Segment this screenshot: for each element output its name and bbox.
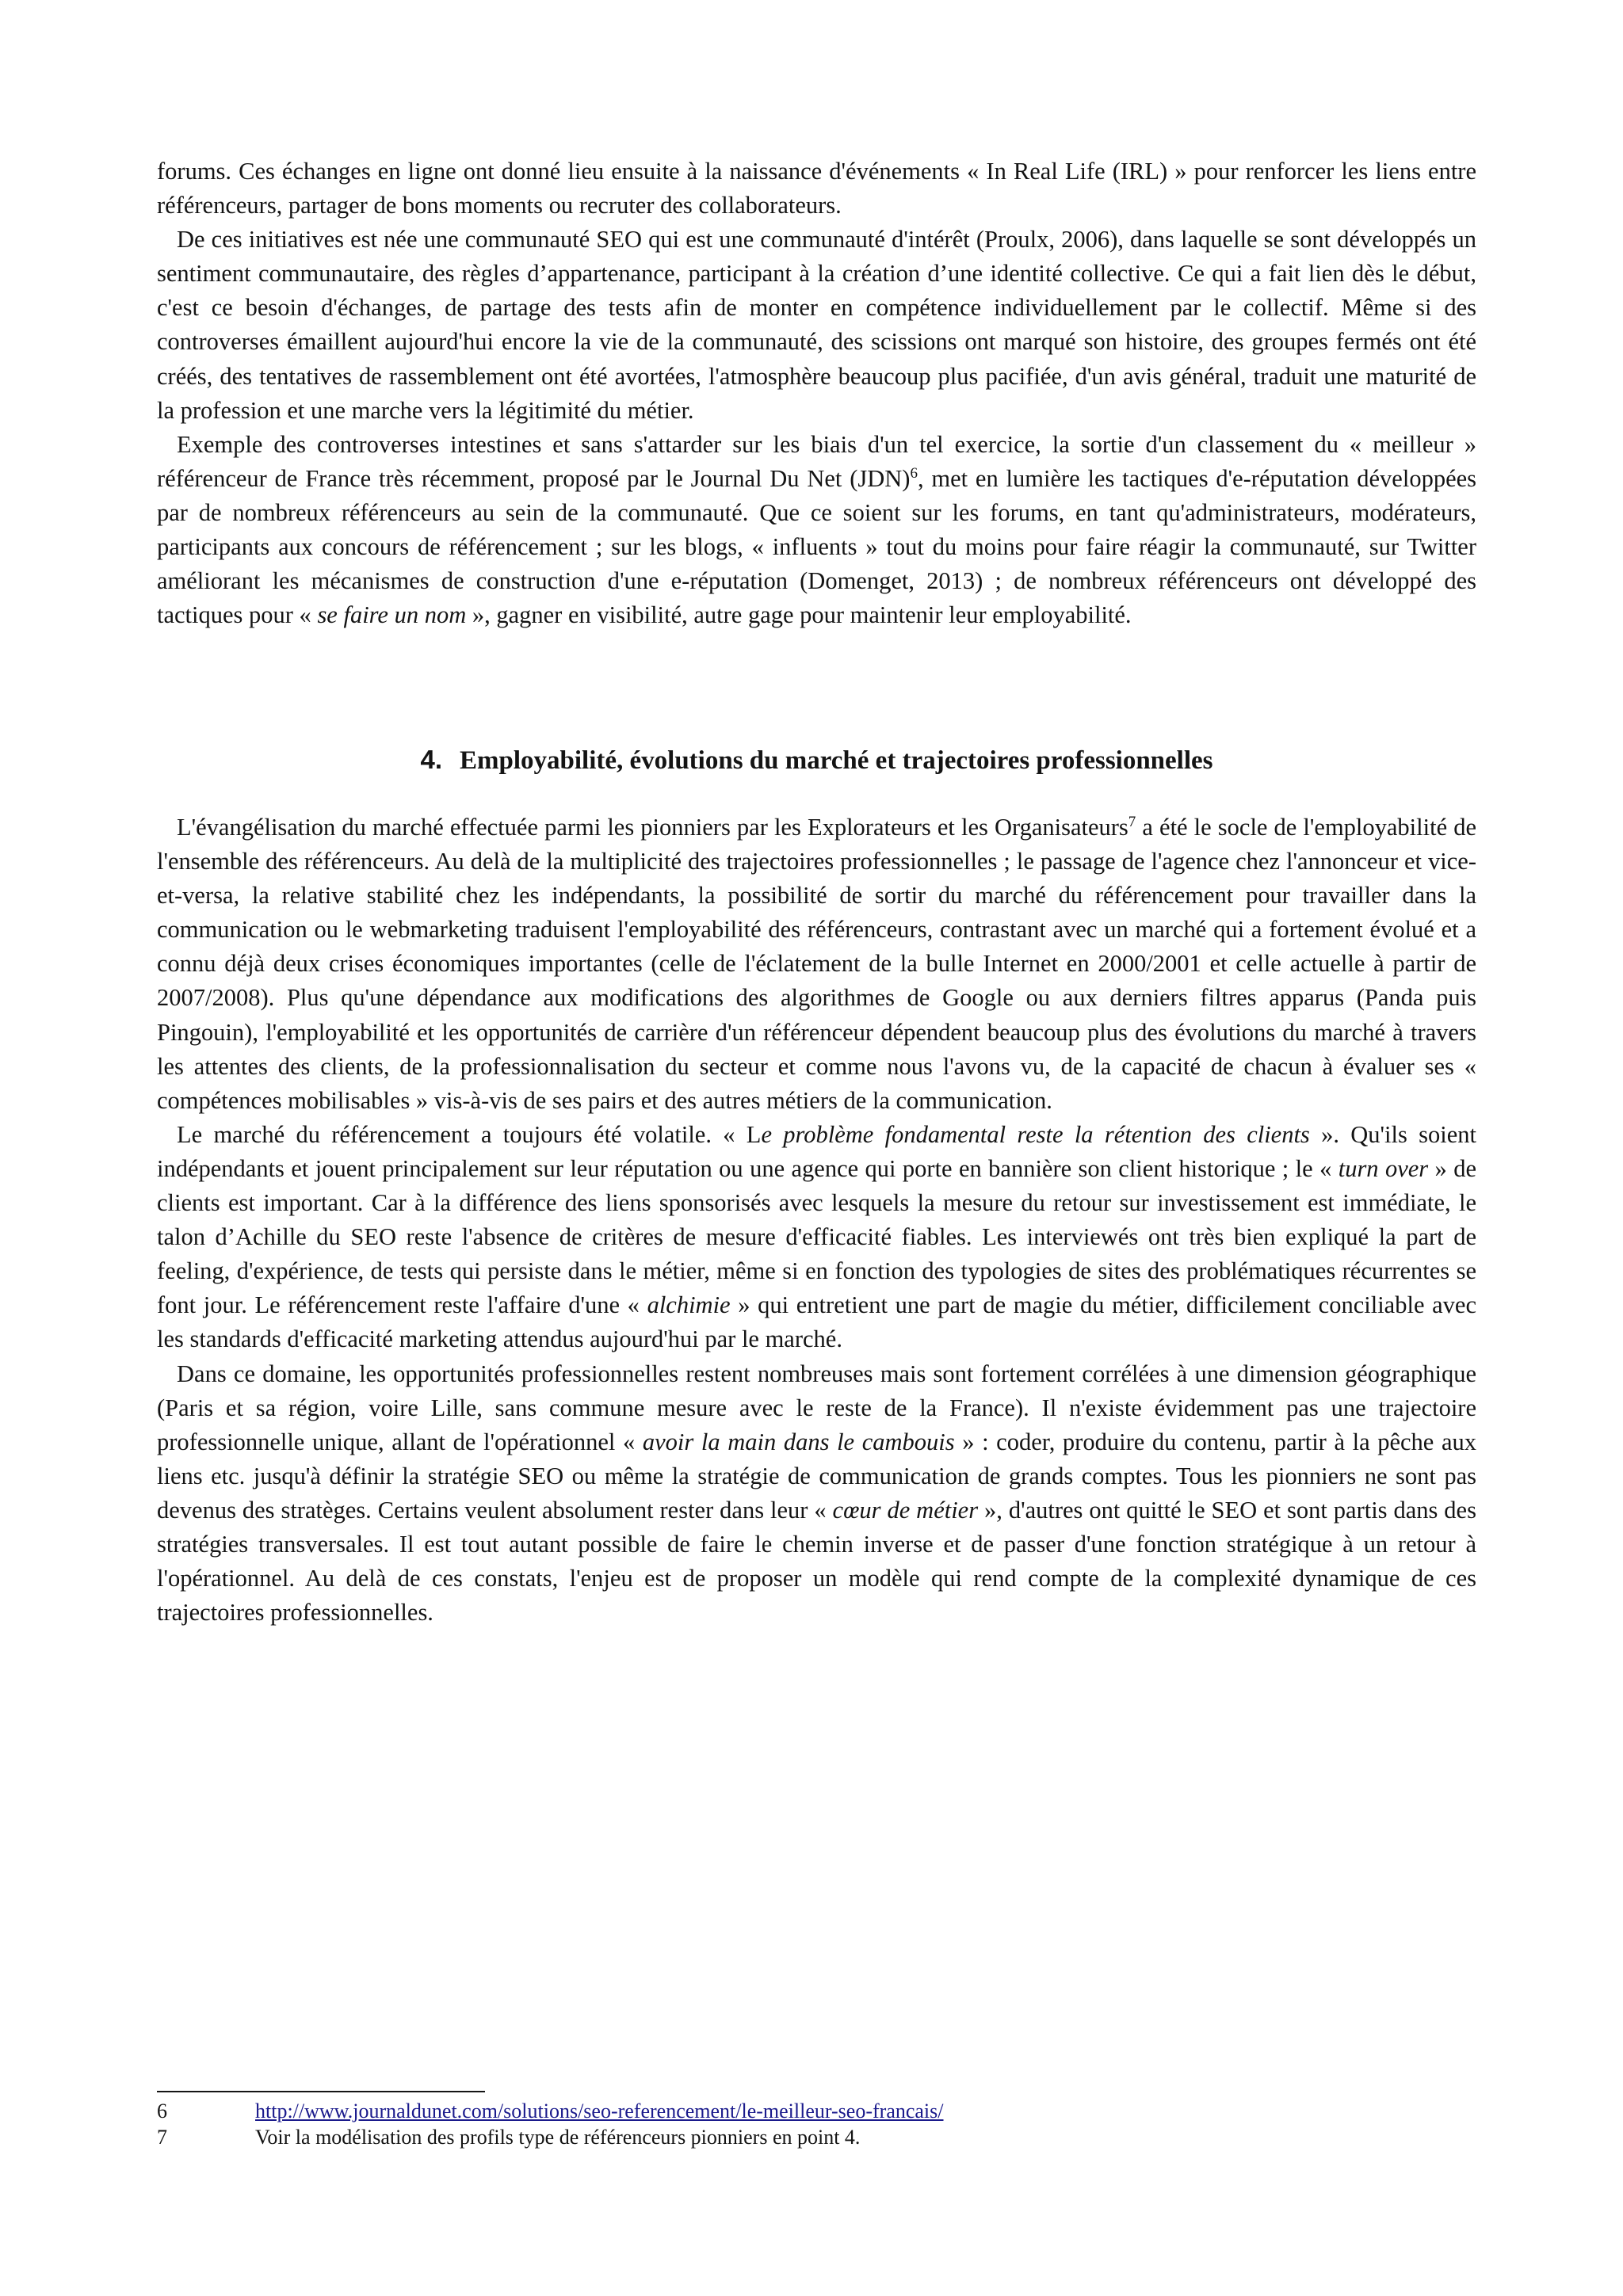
- footnotes: [157, 2098, 1476, 2150]
- paragraph: [157, 223, 1476, 428]
- body-text-section-4: [157, 810, 1476, 1630]
- footnote-ref: 7: [1128, 813, 1136, 830]
- paragraph: [157, 428, 1476, 633]
- footnote-text: Voir la modélisation des profils type de référenceurs pionniers en point 4.: [255, 2126, 861, 2149]
- text-run: » qui entretient une part de magie du métier, difficilement conciliable avec les standards d'efficacité marketing attendus aujourd'hui par le marché.: [157, 1291, 1476, 1353]
- text-run: Dans ce domaine, les opportunités professionnelles restent nombreuses mais sont fortement corrélées à une dimension géographique (Paris et sa région, voire Lille, sans commune mesure avec le reste de la France). Il n'existe évidemment pas une trajectoire professionnelle unique, allant de l'opérationnel «: [157, 1360, 1476, 1455]
- text-run: ». Qu'ils soient indépendants et jouent principalement sur leur réputation ou une agence qui porte en bannière son client historique ; le «: [157, 1120, 1476, 1182]
- paragraph: [157, 810, 1476, 1118]
- text-run: », d'autres ont quitté le SEO et sont partis dans des stratégies transversales. Il est tout autant possible de faire le chemin inverse et de passer d'une fonction stratégique à un retour à l'opérationnel. Au delà de ces constats, l'enjeu est de proposer un modèle qui rend compte de la complexité dynamique de ces trajectoires professionnelles.: [157, 1496, 1476, 1627]
- text-run: L'évangélisation du marché effectuée parmi les pionniers par les Explorateurs et les Organisateurs: [177, 814, 1128, 841]
- italic-text: cœur de métier: [832, 1496, 979, 1524]
- section-number: 4.: [420, 745, 442, 774]
- italic-text: turn over: [1338, 1154, 1429, 1182]
- text-run: Exemple des controverses intestines et sans s'attarder sur les biais d'un tel exercice, la sortie d'un classement du « meilleur » référenceur de France très récemment, proposé par le Journal Du Net (JDN): [157, 430, 1476, 492]
- footnote-separator: [157, 2091, 485, 2092]
- footnote-7: [157, 2124, 1476, 2150]
- footnote-number: 6: [157, 2100, 167, 2122]
- italic-text: se faire un nom: [317, 601, 467, 629]
- footnote-link[interactable]: http://www.journaldunet.com/solutions/seo-referencement/le-meilleur-seo-francais/: [255, 2100, 944, 2122]
- text-run: » de clients est important. Car à la différence des liens sponsorisés avec lesquels la mesure du retour sur investissement est immédiate, le talon d’Achille du SEO reste l'absence de critères de mesure d'efficacité fiables. Les interviewés ont très bien expliqué la part de feeling, d'expérience, de tests qui persiste dans le métier, même si en fonction des typologies de sites des problématiques récurrentes se font jour. Le référencement reste l'affaire d'une «: [157, 1154, 1476, 1319]
- italic-text: alchimie: [647, 1291, 731, 1319]
- text-run: Le marché du référencement a toujours été volatile. « L: [177, 1120, 762, 1148]
- section-title: Employabilité, évolutions du marché et trajectoires professionnelles: [460, 746, 1213, 775]
- paragraph: [157, 1357, 1476, 1630]
- text-run: » : coder, produire du contenu, partir à la pêche aux liens etc. jusqu'à définir la stratégie SEO ou même la stratégie de communication de grands comptes. Tous les pionniers ne sont pas devenus des stratèges. Certains veulent absolument rester dans leur «: [157, 1428, 1476, 1524]
- text-run: a été le socle de l'employabilité de l'ensemble des référenceurs. Au delà de la multiplicité des trajectoires professionnelles ; le passage de l'agence chez l'annonceur et vice-et-versa, la relative stabilité chez les indépendants, la possibilité de sortir du marché du référencement pour travailler dans la communication ou le webmarketing traduisent l'employabilité des référenceurs, contrastant avec un marché qui a fortement évolué et a connu déjà deux crises économiques importantes (celle de l'éclatement de la bulle Internet en 2000/2001 et celle actuelle à partir de 2007/2008). Plus qu'une dépendance aux modifications des algorithmes de Google ou aux derniers filtres apparus (Panda puis Pingouin), l'employabilité et les opportunités de carrière d'un référenceur dépendent beaucoup plus des évolutions du marché à travers les attentes des clients, de la professionnalisation du secteur et comme nous l'avons vu, de la capacité de chacun à évaluer ses « compétences mobilisables » vis-à-vis de ses pairs et des autres métiers de la communication.: [157, 814, 1476, 1114]
- italic-text: e problème fondamental reste la rétention des clients: [761, 1120, 1310, 1148]
- paragraph: [157, 154, 1476, 223]
- paragraph: [157, 1118, 1476, 1357]
- text-run: , met en lumière les tactiques d'e-réputation développées par de nombreux référenceurs au sein de la communauté. Que ce soient sur les forums, en tant qu'administrateurs, modérateurs, participants aux concours de référencement ; sur les blogs, « influents » tout du moins pour faire réagir la communauté, sur Twitter améliorant les mécanismes de construction d'une e-réputation (Domenget, 2013) ; de nombreux référenceurs ont développé des tactiques pour «: [157, 464, 1477, 629]
- body-text-top: [157, 154, 1476, 632]
- footnote-number: 7: [157, 2126, 167, 2149]
- italic-text: avoir la main dans le cambouis: [642, 1428, 955, 1455]
- section-heading: [157, 745, 1476, 776]
- footnote-ref: 6: [910, 464, 918, 482]
- footnote-6: [157, 2098, 1476, 2124]
- text-run: forums. Ces échanges en ligne ont donné lieu ensuite à la naissance d'événements « In Real Life (IRL) » pour renforcer les liens entre référenceurs, partager de bons moments ou recruter des collaborateurs.: [157, 158, 1476, 219]
- text-run: », gagner en visibilité, autre gage pour maintenir leur employabilité.: [466, 601, 1132, 629]
- text-run: De ces initiatives est née une communauté SEO qui est une communauté d'intérêt (Proulx, 2006), dans laquelle se sont développés un sentiment communautaire, des règles d’appartenance, participant à la création d’une identité collective. Ce qui a fait lien dès le début, c'est ce besoin d'échanges, de partage des tests afin de monter en compétence individuellement par le collectif. Même si des controverses émaillent aujourd'hui encore la vie de la communauté, des scissions ont marqué son histoire, des groupes fermés ont été créés, des tentatives de rassemblement ont été avortées, l'atmosphère beaucoup plus pacifiée, d'un avis général, traduit une maturité de la profession et une marche vers la légitimité du métier.: [157, 226, 1476, 424]
